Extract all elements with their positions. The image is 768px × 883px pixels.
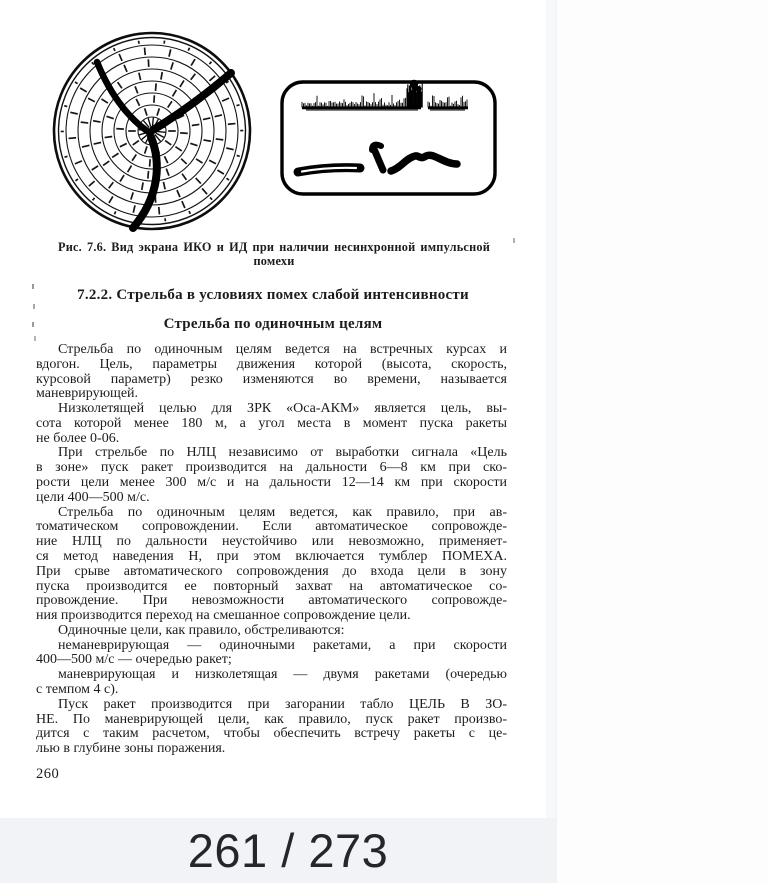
text-line: При срыве автоматического сопровождения до входа цели в зону: [36, 563, 507, 579]
figure-7-6: [0, 0, 546, 245]
text-line: неманеврирующая — одиночными ракетами, а при скорости: [58, 637, 507, 653]
id-screen-figure: [282, 80, 495, 194]
text-line: маневрирующей.: [36, 386, 139, 402]
paragraph: [36, 506, 507, 624]
paragraph: [36, 698, 507, 757]
text-line: Низколетящей целью для ЗРК «Оса-АКМ» является цель, вы-: [58, 401, 507, 417]
page-indicator-bar: [0, 818, 556, 883]
text-line: При стрельбе по НЛЦ независимо от выработки сигнала «Цель: [58, 445, 507, 461]
text-line: цели 400—500 м/с.: [36, 489, 150, 505]
paragraph: [36, 668, 507, 698]
text-line: курсовой параметр) резко изменяются во времени, называется: [36, 371, 507, 387]
viewer-side-area: [556, 0, 768, 883]
figure-caption: [58, 241, 490, 268]
text-line: НЕ. По маневрирующей цели, как правило, пуск ракет произво-: [36, 711, 507, 727]
paragraph: [36, 343, 507, 402]
text-line: 400—500 м/с — очередью ракет;: [36, 652, 232, 668]
iko-screen-figure: [54, 33, 250, 229]
text-line: Стрельба по одиночным целям ведется на встречных курсах и: [58, 342, 507, 357]
text-line: сота которой менее 180 м, а угол места в момент пуска ракеты: [36, 415, 507, 431]
figure-caption-line: Рис. 7.6. Вид экрана ИКО и ИД при наличии несинхронной импульсной: [58, 240, 490, 254]
text-line: вдогон. Цель, параметры движения которой (высота, скорость,: [36, 356, 507, 372]
paragraph: [36, 639, 507, 669]
paragraph: [36, 446, 507, 505]
text-line: пуска производится ее повторный захват на автоматическое со-: [36, 578, 507, 594]
text-line: ся метод наведения Н, при этом включается тумблер ПОМЕХА.: [36, 548, 507, 564]
text-line: ние НЛЦ по дальности неустойчиво или невозможно, применяет-: [36, 534, 507, 550]
text-line: Одиночные цели, как правило, обстреливаются:: [58, 622, 345, 638]
text-line: томатическом сопровождении. Если автоматическое сопровожде-: [36, 519, 507, 535]
scan-artifact: [32, 284, 34, 289]
subsection-heading: Стрельба по одиночным целям: [163, 316, 383, 332]
page-indicator: 261 / 273: [187, 824, 389, 877]
text-line: лью в глубине зоны поражения.: [36, 741, 226, 757]
paragraph: [36, 402, 507, 446]
text-line: маневрирующая и низколетящая — двумя ракетами (очередью: [58, 667, 507, 683]
text-line: не более 0-06.: [36, 430, 120, 446]
text-line: рости цели менее 300 м/с и на дальности 12—14 км при скорости: [36, 475, 507, 491]
figure-caption-line: помехи: [253, 253, 295, 268]
text-line: провождение. При невозможности автоматического сопровожде-: [36, 593, 507, 609]
printed-page-number: 260: [36, 766, 60, 782]
text-line: Стрельба по одиночным целям ведется, как правило, при ав-: [58, 504, 507, 520]
text-line: Пуск ракет производится при загорании табло ЦЕЛЬ В ЗО-: [58, 696, 507, 712]
text-line: дится с таким расчетом, чтобы обеспечить встречу ракеты с це-: [36, 726, 507, 742]
text-line: с темпом 4 с).: [36, 681, 119, 697]
paragraph: [36, 624, 507, 639]
text-line: в зоне» пуск ракет производится на дальности 6—8 км при ско-: [36, 460, 507, 476]
section-heading: 7.2.2. Стрельба в условиях помех слабой интенсивности: [77, 287, 469, 303]
body-text: [36, 343, 507, 757]
text-line: ния производится переход на смешанное сопровождение цели.: [36, 608, 411, 624]
